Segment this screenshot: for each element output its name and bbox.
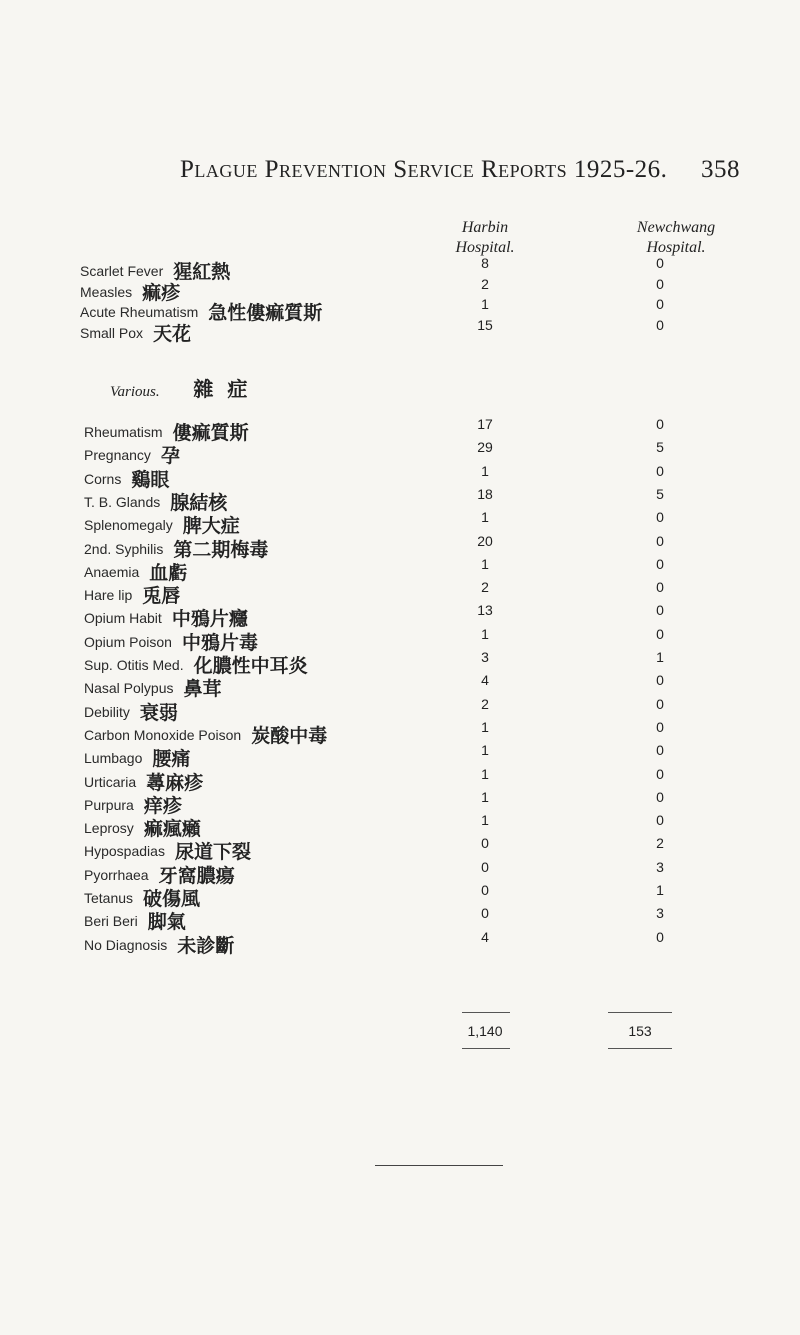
column-header-newchwang: Newchwang Hospital.: [636, 219, 716, 256]
newchwang-count: 0: [656, 928, 664, 945]
harbin-count: 2: [481, 275, 489, 292]
newchwang-count: 5: [656, 485, 664, 502]
page-header: [180, 156, 740, 184]
disease-name: Rheumatism: [84, 424, 163, 440]
newchwang-count: 0: [656, 602, 664, 619]
row-label: [80, 317, 191, 344]
harbin-count: 0: [481, 835, 489, 852]
disease-name: Opium Poison: [84, 633, 172, 650]
newchwang-count: 0: [656, 296, 664, 313]
newchwang-count: 0: [656, 579, 664, 596]
harbin-count: 8: [481, 255, 489, 271]
row-label: [84, 929, 234, 956]
disease-name-chinese: 痲疹: [142, 281, 181, 304]
harbin-count: 1: [481, 625, 489, 642]
newchwang-count: 0: [656, 317, 664, 334]
disease-name: Nasal Polypus: [84, 680, 174, 697]
disease-name: Splenomegaly: [84, 517, 173, 534]
disease-name: T. B. Glands: [84, 493, 161, 510]
disease-name: 2nd. Syphilis: [84, 540, 164, 557]
table-row: [0, 812, 800, 841]
disease-name: Anaemia: [84, 563, 140, 580]
newchwang-count: 0: [656, 462, 664, 479]
disease-name: Measles: [80, 283, 133, 300]
disease-name-chinese: 血虧: [149, 561, 188, 584]
disease-name: Opium Habit: [84, 610, 162, 627]
harbin-count: 1: [481, 296, 489, 313]
harbin-count: 1: [481, 812, 489, 829]
disease-name: Pyorrhaea: [84, 866, 149, 883]
disease-name-chinese: 破傷風: [143, 888, 201, 910]
table-row: [0, 602, 800, 631]
table-row: [0, 742, 800, 771]
disease-name: Hare lip: [84, 587, 133, 604]
disease-name: Acute Rheumatism: [80, 304, 199, 321]
harbin-count: 29: [477, 439, 493, 456]
newchwang-count: 0: [656, 742, 664, 759]
table-row: [0, 788, 800, 817]
disease-name: Sup. Otitis Med.: [84, 657, 184, 673]
disease-name-chinese: 天花: [153, 323, 192, 346]
newchwang-count: 0: [656, 812, 664, 829]
disease-name-chinese: 牙窩膿瘍: [158, 864, 235, 887]
disease-name: Lumbago: [84, 750, 143, 767]
disease-name-chinese: 猩紅熱: [173, 261, 231, 283]
total-rule-bottom-2: [608, 1048, 672, 1049]
table-row: [0, 695, 800, 724]
total-newchwang: 153: [628, 1023, 652, 1039]
harbin-count: 0: [481, 905, 489, 922]
disease-name: Debility: [84, 703, 130, 720]
newchwang-count: 0: [656, 416, 664, 432]
table-row: [0, 317, 800, 346]
newchwang-count: 0: [656, 555, 664, 572]
disease-name-chinese: 僂痲質斯: [172, 422, 249, 444]
disease-name-chinese: 兎唇: [142, 585, 181, 608]
table-row: [0, 509, 800, 538]
newchwang-count: 0: [656, 765, 664, 782]
section-title: Various.: [110, 384, 160, 400]
table-row: [0, 579, 800, 608]
total-rule-bottom-1: [462, 1048, 510, 1049]
disease-name-chinese: 蕁麻疹: [146, 771, 204, 794]
harbin-count: 4: [481, 672, 489, 689]
disease-name-chinese: 鼻茸: [183, 678, 222, 701]
disease-name-chinese: 痲瘋癩: [143, 818, 201, 841]
harbin-count: 0: [481, 882, 489, 898]
newchwang-count: 2: [656, 835, 664, 852]
harbin-count: 20: [477, 532, 493, 549]
disease-name-chinese: 腺結核: [170, 491, 228, 514]
disease-name-chinese: 痒疹: [143, 794, 182, 817]
newchwang-count: 0: [656, 255, 664, 271]
harbin-count: 4: [481, 928, 489, 945]
total-rule-top-1: [462, 1012, 510, 1013]
newchwang-count: 0: [656, 509, 664, 526]
newchwang-count: 0: [656, 672, 664, 689]
disease-name: No Diagnosis: [84, 936, 168, 953]
table-row: [0, 905, 800, 934]
table-row: [0, 255, 800, 283]
newchwang-count: 0: [656, 532, 664, 549]
total-rule-top-2: [608, 1012, 672, 1013]
harbin-count: 0: [481, 858, 489, 875]
harbin-count: 2: [481, 695, 489, 712]
table-row: [0, 275, 800, 304]
table-row: [0, 296, 800, 325]
section-various: [110, 373, 261, 402]
table-row: [0, 928, 800, 957]
disease-name-chinese: 孕: [160, 445, 180, 468]
column-header-harbin: Harbin Hospital.: [455, 219, 515, 256]
newchwang-count: 1: [656, 882, 664, 898]
table-row: [0, 485, 800, 514]
table-row: [0, 835, 800, 864]
disease-name-chinese: 中鴉片癮: [171, 608, 248, 631]
disease-name-chinese: 第二期梅毒: [173, 538, 269, 561]
disease-name: Small Pox: [80, 325, 144, 342]
table-row: [0, 462, 800, 491]
report-title: Plague Prevention Service Reports: [180, 156, 568, 183]
harbin-count: 1: [481, 765, 489, 782]
harbin-count: 1: [481, 788, 489, 805]
disease-name-chinese: 尿道下裂: [174, 841, 251, 864]
table-row: [0, 858, 800, 887]
footer-divider: [375, 1165, 503, 1166]
table-row: [0, 882, 800, 910]
harbin-count: 1: [481, 555, 489, 572]
disease-name: Tetanus: [84, 890, 134, 906]
section-title-chinese: 雜症: [193, 377, 262, 401]
newchwang-count: 3: [656, 905, 664, 922]
table-row: [0, 672, 800, 701]
newchwang-count: 0: [656, 788, 664, 805]
disease-name: Pregnancy: [84, 447, 151, 464]
disease-name-chinese: 中鴉片毒: [181, 631, 258, 654]
disease-name: Beri Beri: [84, 913, 138, 930]
newchwang-count: 1: [656, 649, 664, 665]
disease-name: Hypospadias: [84, 843, 165, 860]
harbin-count: 18: [477, 485, 493, 502]
disease-name-chinese: 衰弱: [139, 701, 178, 724]
newchwang-count: 0: [656, 625, 664, 642]
table-row: [0, 718, 800, 747]
harbin-count: 1: [481, 742, 489, 759]
newchwang-count: 0: [656, 718, 664, 735]
disease-name-chinese: 炭酸中毒: [251, 724, 328, 747]
disease-name: Carbon Monoxide Poison: [84, 726, 242, 743]
newchwang-count: 0: [656, 695, 664, 712]
harbin-count: 17: [477, 416, 493, 432]
disease-name-chinese: 化膿性中耳炎: [193, 655, 308, 677]
report-years: 1925-26.: [573, 156, 668, 183]
table-row: [0, 439, 800, 468]
disease-name-chinese: 鷄眼: [131, 468, 170, 491]
disease-name-chinese: 脾大症: [182, 515, 240, 538]
table-row: [0, 625, 800, 654]
disease-name-chinese: 未診斷: [177, 934, 235, 957]
disease-name: Scarlet Fever: [80, 263, 164, 279]
harbin-count: 3: [481, 649, 489, 665]
harbin-count: 2: [481, 579, 489, 596]
page-number: 358: [701, 156, 740, 183]
harbin-count: 1: [481, 462, 489, 479]
table-row: [0, 416, 800, 444]
harbin-count: 1: [481, 509, 489, 526]
table-row: [0, 649, 800, 677]
disease-name-chinese: 脚氣: [147, 911, 186, 934]
table-row: [0, 765, 800, 794]
table-row: [0, 555, 800, 584]
disease-name: Urticaria: [84, 773, 137, 790]
disease-name-chinese: 急性僂痲質斯: [208, 302, 323, 325]
harbin-count: 15: [477, 317, 493, 334]
newchwang-count: 5: [656, 439, 664, 456]
disease-name: Purpura: [84, 796, 134, 813]
total-harbin: 1,140: [467, 1023, 503, 1039]
table-row: [0, 532, 800, 561]
disease-name: Corns: [84, 470, 122, 487]
newchwang-count: 0: [656, 275, 664, 292]
harbin-count: 13: [477, 602, 493, 619]
newchwang-count: 3: [656, 858, 664, 875]
harbin-count: 1: [481, 718, 489, 735]
disease-name-chinese: 腰痛: [152, 748, 191, 771]
disease-name: Leprosy: [84, 820, 134, 837]
